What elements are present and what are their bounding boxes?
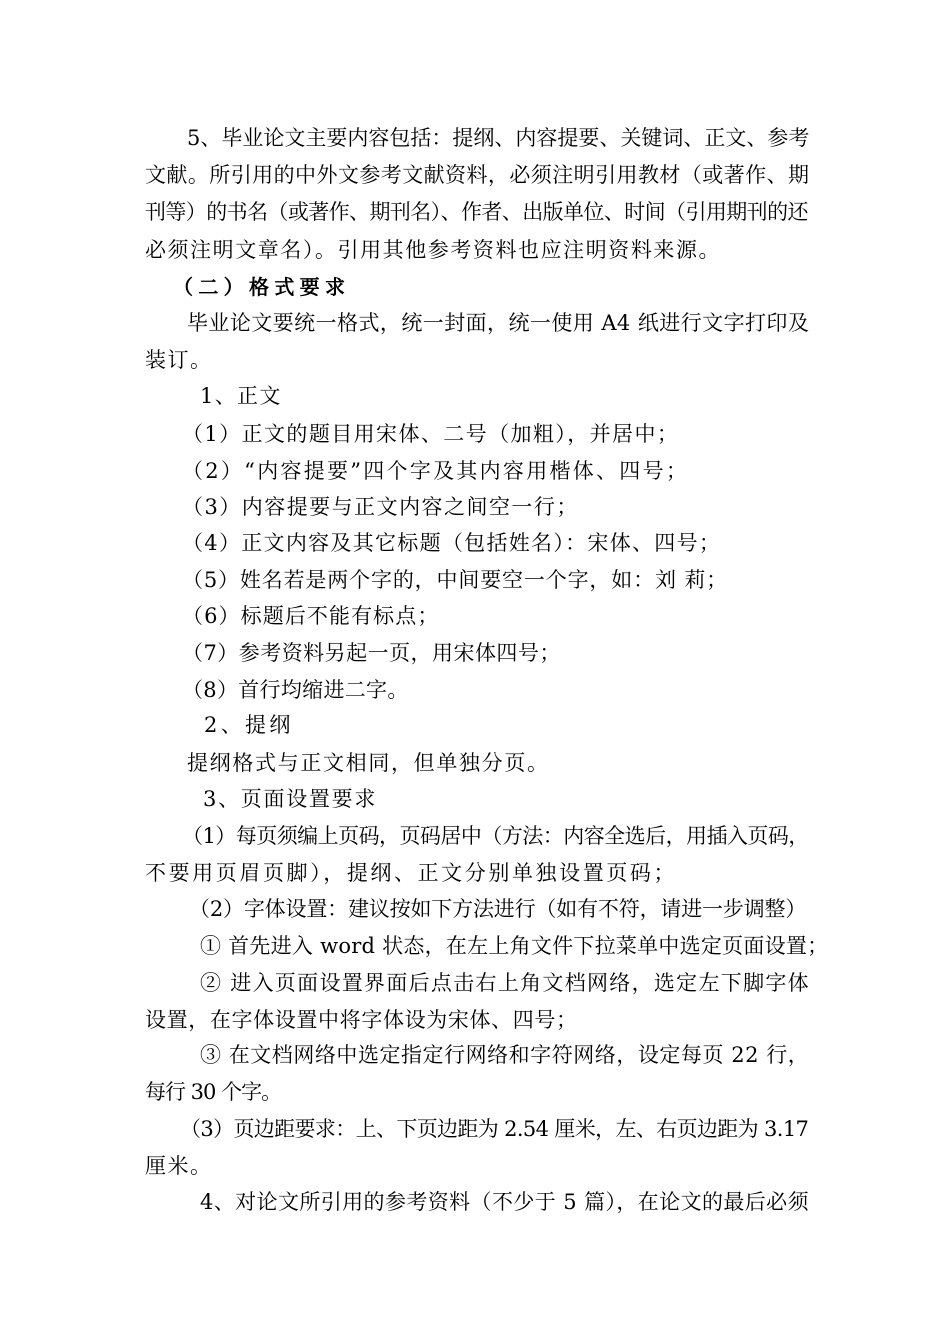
paragraph-line: 设置，在字体设置中将字体设为宋体、四号； (145, 1008, 578, 1032)
paragraph-line: 每行 30 个字。 (145, 1080, 282, 1104)
subheading-line: 3、页面设置要求 (203, 787, 378, 811)
subheading-line: 2、提纲 (204, 713, 294, 737)
paragraph-line: 必须注明文章名）。引用其他参考资料也应注明资料来源。 (145, 238, 722, 262)
paragraph-line: ③ 在文档网络中选定指定行网络和字符网络，设定每页 22 行， (200, 1043, 810, 1067)
paragraph-line: （2）字体设置：建议按如下方法进行（如有不符，请进一步调整） (189, 897, 807, 921)
paragraph-line: 毕业论文要统一格式，统一封面，统一使用 A4 纸进行文字打印及 (187, 311, 810, 335)
paragraph-line: 4、对论文所引用的参考资料（不少于 5 篇），在论文的最后必须 (200, 1190, 809, 1214)
list-item: （4）正文内容及其它标题（包括姓名）：宋体、四号； (182, 531, 722, 555)
subheading-line: 1、正文 (200, 384, 282, 408)
paragraph-line: 厘米。 (145, 1154, 213, 1178)
list-item: （3）内容提要与正文内容之间空一行； (182, 495, 579, 519)
list-item: （2）“内容提要”四个字及其内容用楷体、四号； (182, 459, 690, 483)
paragraph-line: 刊等）的书名（或著作、期刊名）、作者、出版单位、时间（引用期刊的还 (145, 200, 808, 224)
paragraph-line: ② 进入页面设置界面后点击右上角文档网络，选定左下脚字体 (200, 971, 810, 995)
section-heading: （二）格式要求 (173, 275, 351, 299)
paragraph-line: （1）每页须编上页码，页码居中（方法：内容全选后，用插入页码， (182, 824, 809, 848)
paragraph-line: 文献。所引用的中外文参考文献资料，必须注明引用教材（或著作、期 (145, 163, 810, 187)
list-item: （7）参考资料另起一页，用宋体四号； (182, 641, 561, 665)
list-item: （1）正文的题目用宋体、二号（加粗），并居中； (182, 422, 680, 446)
list-item: （8）首行均缩进二字。 (182, 678, 409, 702)
paragraph-line: （3）页边距要求：上、下页边距为 2.54 厘米，左、右页边距为 3.17 (180, 1117, 809, 1141)
paragraph-line: 5、毕业论文主要内容包括：提纲、内容提要、关键词、正文、参考 (187, 126, 810, 150)
list-item: （6）标题后不能有标点； (182, 604, 440, 628)
paragraph-line: 装订。 (145, 348, 213, 372)
list-item: （5）姓名若是两个字的，中间要空一个字，如：刘 莉； (182, 568, 729, 592)
paragraph-line: 不要用页眉页脚），提纲、正文分别单独设置页码； (145, 861, 678, 885)
paragraph-line: ① 首先进入 word 状态，在左上角文件下拉菜单中选定页面设置； (200, 934, 829, 958)
paragraph-line: 提纲格式与正文相同，但单独分页。 (187, 751, 550, 775)
